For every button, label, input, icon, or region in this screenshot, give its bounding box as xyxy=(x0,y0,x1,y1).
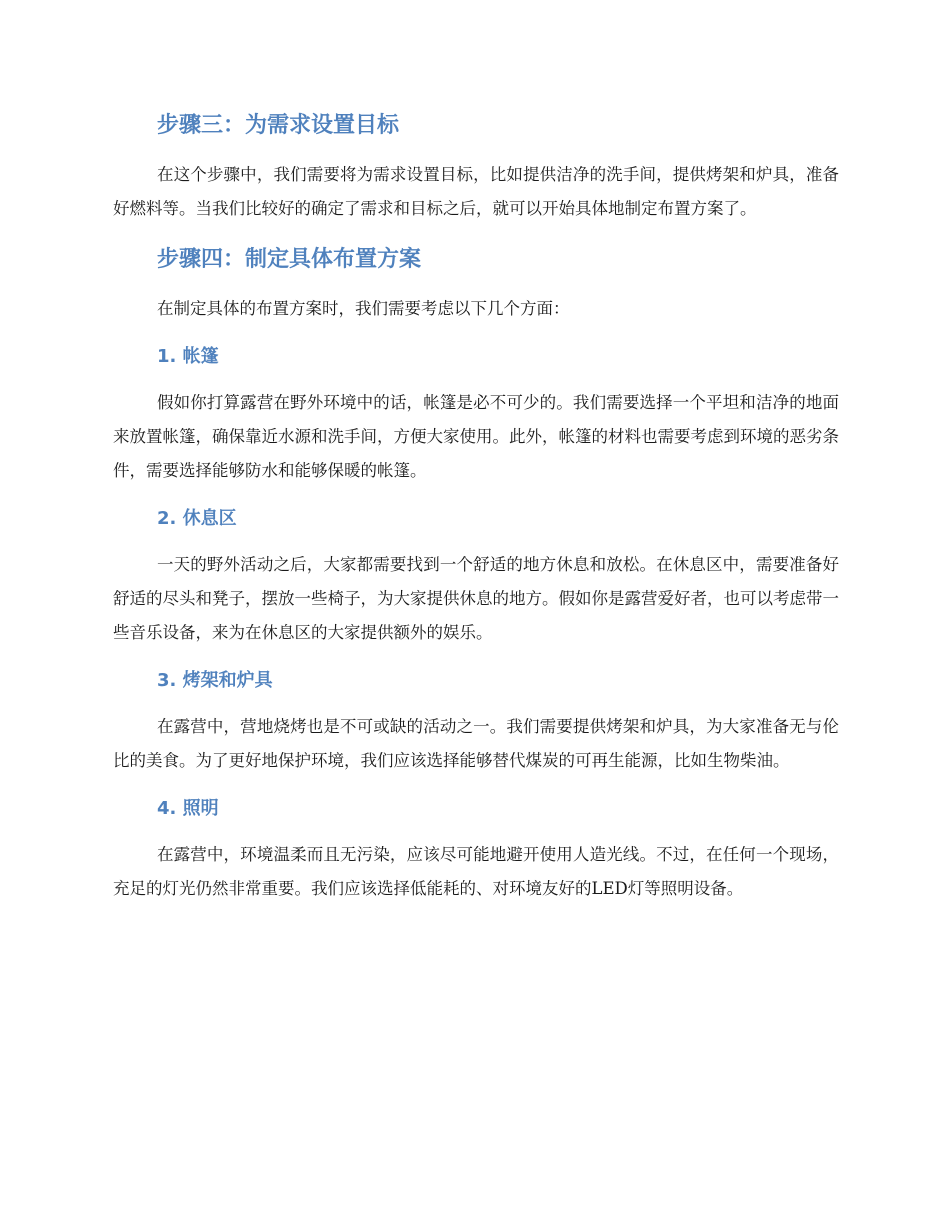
item3-heading: 3. 烤架和炉具 xyxy=(157,670,273,691)
item4-paragraph: 在露营中，环境温柔而且无污染，应该尽可能地避开使用人造光线。不过，在任何一个现场，充足的灯光仍然非常重要。我们应该选择低能耗的、对环境友好的LED灯等照明设备。 xyxy=(113,845,839,898)
step3-paragraph: 在这个步骤中，我们需要将为需求设置目标，比如提供洁净的洗手间，提供烤架和炉具，准备好燃料等。当我们比较好的确定了需求和目标之后，就可以开始具体地制定布置方案了。 xyxy=(113,165,839,218)
step4-heading: 步骤四：制定具体布置方案 xyxy=(157,247,422,272)
item2-paragraph: 一天的野外活动之后，大家都需要找到一个舒适的地方休息和放松。在休息区中，需要准备好舒适的尽头和凳子，摆放一些椅子，为大家提供休息的地方。假如你是露营爱好者，也可以考虑带一些音乐设备，来为在休息区的大家提供额外的娱乐。 xyxy=(113,555,839,642)
step3-heading: 步骤三：为需求设置目标 xyxy=(157,113,400,138)
item1-heading: 1. 帐篷 xyxy=(157,346,219,367)
item3-paragraph: 在露营中，营地烧烤也是不可或缺的活动之一。我们需要提供烤架和炉具，为大家准备无与伦比的美食。为了更好地保护环境，我们应该选择能够替代煤炭的可再生能源，比如生物柴油。 xyxy=(113,717,839,770)
item1-paragraph: 假如你打算露营在野外环境中的话，帐篷是必不可少的。我们需要选择一个平坦和洁净的地面来放置帐篷，确保靠近水源和洗手间，方便大家使用。此外，帐篷的材料也需要考虑到环境的恶劣条件，需要选择能够防水和能够保暖的帐篷。 xyxy=(113,393,839,480)
document-content xyxy=(113,106,839,906)
step4-paragraph: 在制定具体的布置方案时，我们需要考虑以下几个方面： xyxy=(157,299,570,318)
item4-heading: 4. 照明 xyxy=(157,798,219,819)
item2-heading: 2. 休息区 xyxy=(157,508,237,529)
